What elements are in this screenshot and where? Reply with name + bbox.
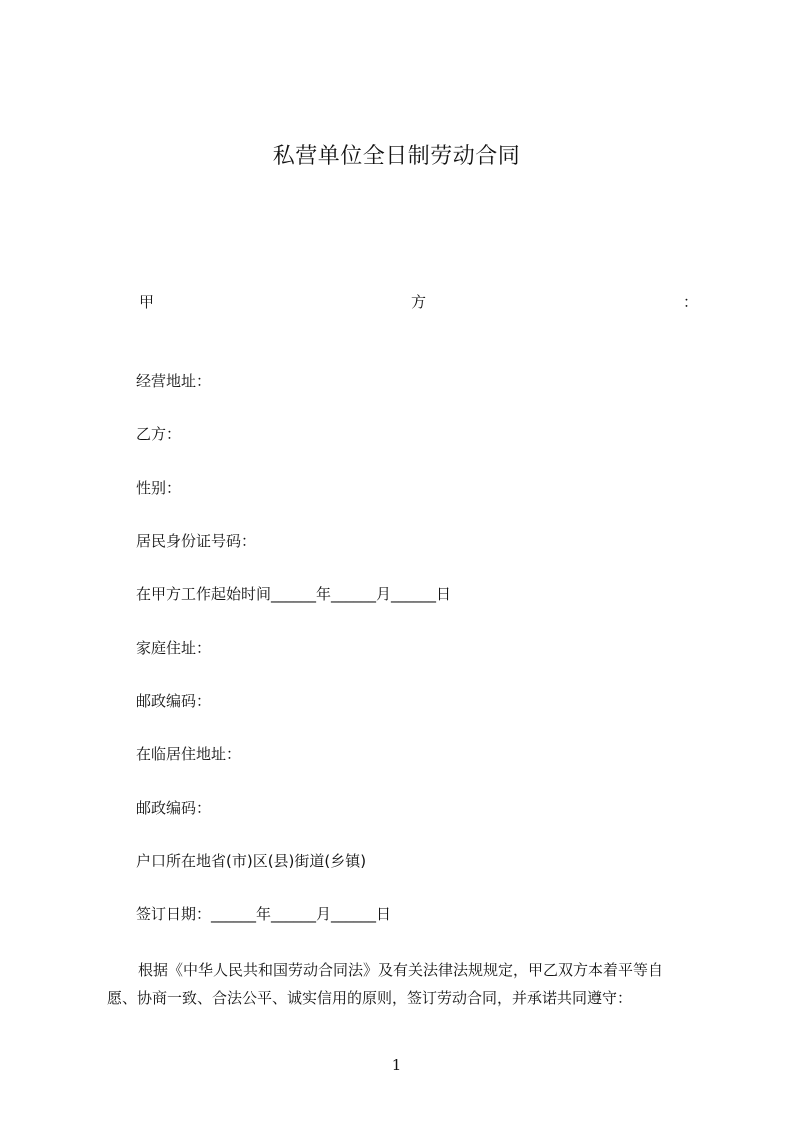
field-temporary-address: 在临居住地址： [136, 745, 242, 763]
field-home-address: 家庭住址： [136, 639, 212, 657]
field-start-date: 在甲方工作起始时间______年______月______日 [136, 585, 452, 603]
party-a-colon: ： [683, 293, 699, 311]
page-number: 1 [391, 1056, 402, 1074]
field-household-registration: 户口所在地省(市)区(县)街道(乡镇) [136, 852, 367, 870]
preamble-line-2: 愿、协商一致、合法公平、诚实信用的原则，签订劳动合同，并承诺共同遵守： [107, 989, 633, 1007]
field-party-b: 乙方： [136, 425, 182, 443]
field-postal-code-1: 邮政编码： [136, 692, 212, 710]
field-id-number: 居民身份证号码： [136, 532, 257, 550]
party-a-line [0, 290, 793, 314]
document-title: 私营单位全日制劳动合同 [272, 144, 521, 169]
party-a-char-1: 甲 [139, 293, 155, 311]
preamble-line-1: 根据《中华人民共和国劳动合同法》及有关法律法规规定，甲乙双方本着平等自 [138, 961, 664, 979]
preamble-paragraph [107, 956, 687, 1012]
field-business-address: 经营地址： [136, 372, 212, 390]
field-postal-code-2: 邮政编码： [136, 799, 212, 817]
field-gender: 性别： [136, 479, 182, 497]
field-signing-date: 签订日期：______年______月______日 [136, 905, 392, 923]
party-a-char-2: 方 [411, 293, 427, 311]
